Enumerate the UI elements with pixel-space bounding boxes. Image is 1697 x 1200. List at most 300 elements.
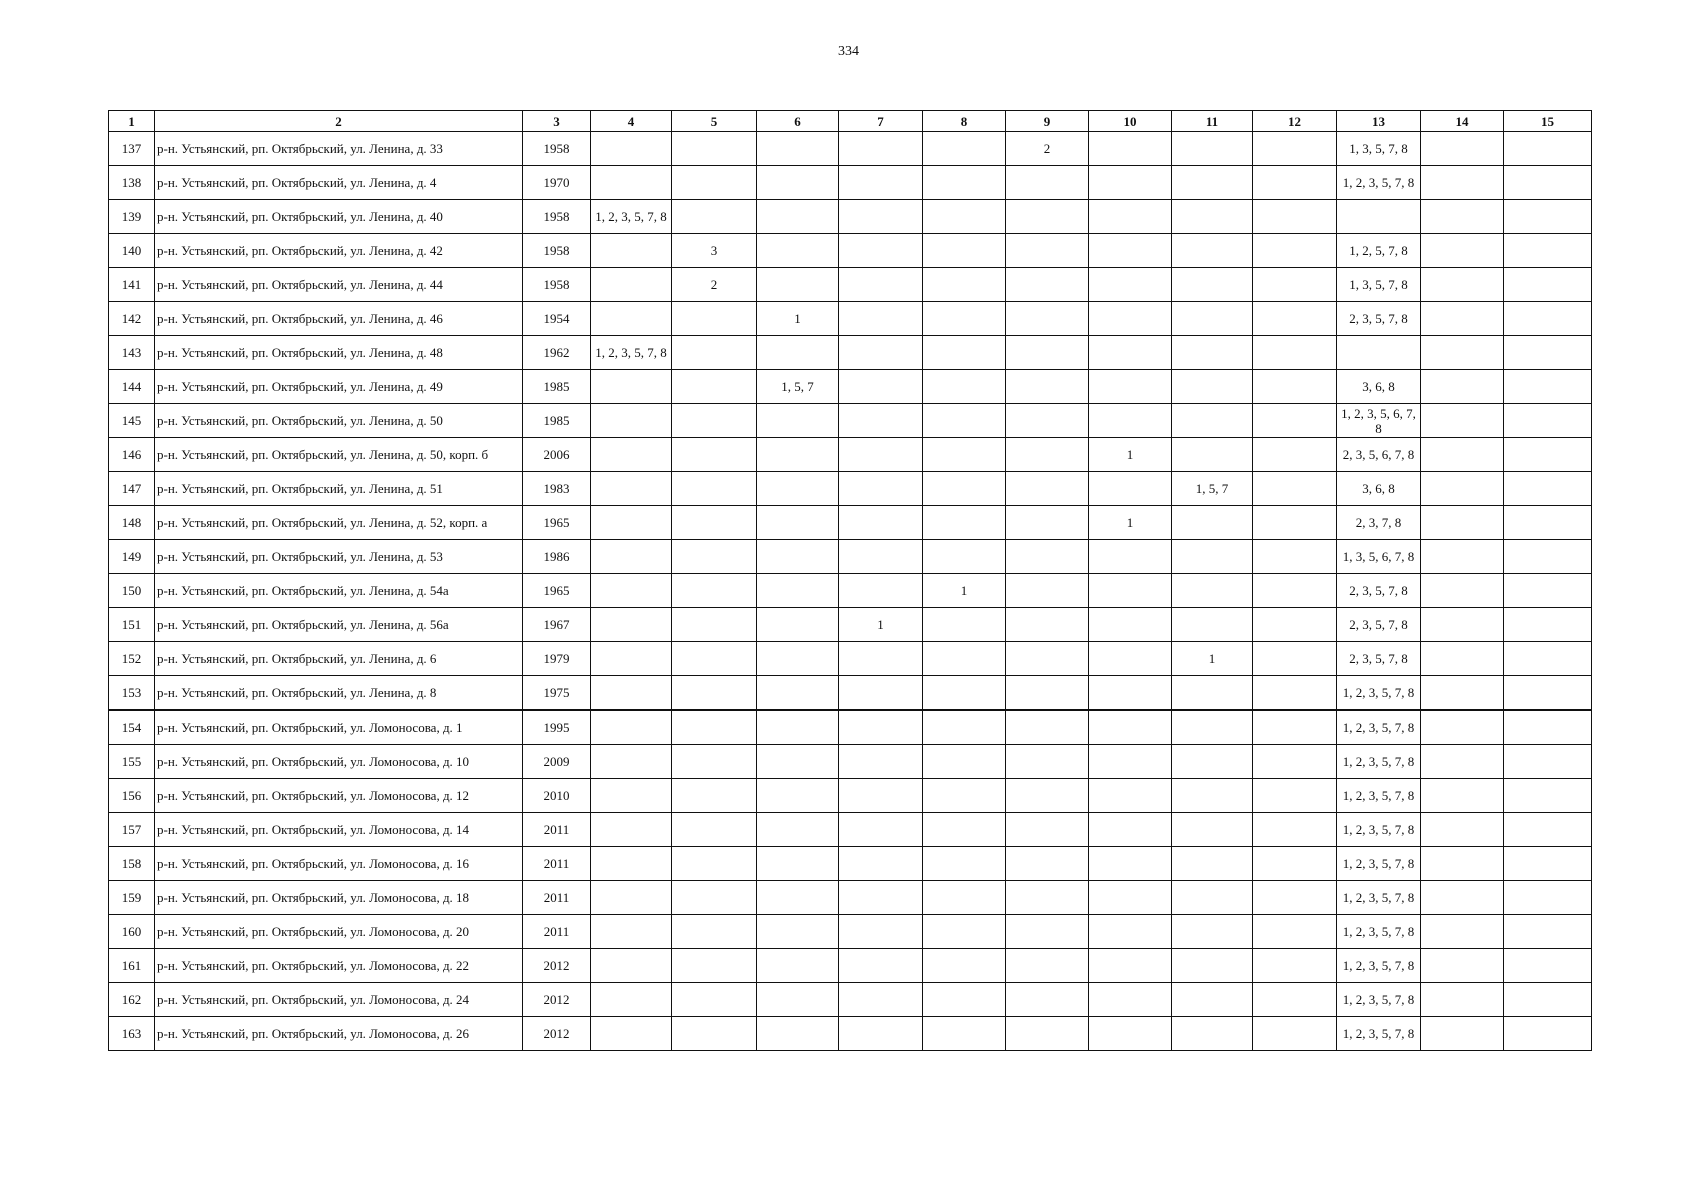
year-cell: 1985 [523, 370, 591, 404]
table-cell [1172, 676, 1253, 711]
row-number-cell: 159 [109, 881, 155, 915]
table-row [109, 881, 1592, 915]
year-cell: 1954 [523, 302, 591, 336]
table-cell [1172, 268, 1253, 302]
table-cell [1006, 574, 1089, 608]
table-cell [1504, 949, 1592, 983]
table-cell [1089, 949, 1172, 983]
table-cell [1089, 574, 1172, 608]
table-cell [839, 745, 923, 779]
table-cell [1421, 745, 1504, 779]
table-cell [757, 745, 839, 779]
year-cell: 1965 [523, 506, 591, 540]
table-cell [1089, 745, 1172, 779]
table-cell [1504, 506, 1592, 540]
table-cell [1089, 166, 1172, 200]
row-number-cell: 150 [109, 574, 155, 608]
column-header-8: 8 [923, 111, 1006, 132]
column-header-14: 14 [1421, 111, 1504, 132]
table-cell [1421, 132, 1504, 166]
table-cell [1172, 200, 1253, 234]
table-cell [591, 642, 672, 676]
table-cell [923, 1017, 1006, 1051]
table-cell [1504, 745, 1592, 779]
table-cell [1253, 608, 1337, 642]
table-cell [757, 574, 839, 608]
column-header-13: 13 [1337, 111, 1421, 132]
table-cell [1504, 574, 1592, 608]
table-cell: 1 [757, 302, 839, 336]
table-cell [1504, 983, 1592, 1017]
table-cell [1089, 336, 1172, 370]
table-cell: 1, 3, 5, 7, 8 [1337, 132, 1421, 166]
table-cell [757, 813, 839, 847]
table-cell [1504, 847, 1592, 881]
year-cell: 2012 [523, 1017, 591, 1051]
table-cell: 1, 5, 7 [757, 370, 839, 404]
table-cell [923, 166, 1006, 200]
table-cell: 1, 2, 3, 5, 6, 7, 8 [1337, 404, 1421, 438]
table-row [109, 574, 1592, 608]
table-cell [1089, 847, 1172, 881]
table-cell: 1 [923, 574, 1006, 608]
table-cell [1337, 336, 1421, 370]
row-number-cell: 153 [109, 676, 155, 711]
address-cell: р-н. Устьянский, рп. Октябрьский, ул. Ломоносова, д. 20 [155, 915, 523, 949]
table-cell [672, 404, 757, 438]
table-cell [1253, 983, 1337, 1017]
table-row [109, 268, 1592, 302]
table-cell: 1, 2, 3, 5, 7, 8 [1337, 710, 1421, 745]
table-cell [1006, 438, 1089, 472]
table-cell [1089, 268, 1172, 302]
table-cell [839, 268, 923, 302]
table-row [109, 472, 1592, 506]
table-cell [1253, 438, 1337, 472]
table-cell [1421, 710, 1504, 745]
table-cell: 3, 6, 8 [1337, 370, 1421, 404]
table-row [109, 676, 1592, 711]
table-cell [1089, 608, 1172, 642]
table-cell [757, 915, 839, 949]
table-cell [1421, 200, 1504, 234]
row-number-cell: 163 [109, 1017, 155, 1051]
table-cell: 3 [672, 234, 757, 268]
table-cell: 1 [1089, 506, 1172, 540]
table-cell [1172, 574, 1253, 608]
table-cell [923, 438, 1006, 472]
table-cell [1006, 268, 1089, 302]
table-cell: 2 [1006, 132, 1089, 166]
table-cell [1421, 268, 1504, 302]
table-cell [1504, 608, 1592, 642]
table-cell [839, 336, 923, 370]
year-cell: 1958 [523, 268, 591, 302]
table-cell [1504, 234, 1592, 268]
table-cell [1253, 779, 1337, 813]
column-header-4: 4 [591, 111, 672, 132]
table-cell [672, 370, 757, 404]
table-cell [591, 370, 672, 404]
table-cell [591, 166, 672, 200]
table-row [109, 1017, 1592, 1051]
address-cell: р-н. Устьянский, рп. Октябрьский, ул. Ленина, д. 40 [155, 200, 523, 234]
table-cell [757, 1017, 839, 1051]
year-cell: 1965 [523, 574, 591, 608]
table-cell [672, 949, 757, 983]
table-cell: 1 [1089, 438, 1172, 472]
column-header-9: 9 [1006, 111, 1089, 132]
table-cell [923, 404, 1006, 438]
table-cell [1253, 949, 1337, 983]
address-cell: р-н. Устьянский, рп. Октябрьский, ул. Ленина, д. 46 [155, 302, 523, 336]
table-cell [757, 642, 839, 676]
table-cell [757, 779, 839, 813]
data-table [108, 110, 1592, 1051]
table-cell: 1, 2, 3, 5, 7, 8 [1337, 813, 1421, 847]
table-cell [1504, 676, 1592, 711]
table-cell [591, 983, 672, 1017]
table-cell: 1, 2, 3, 5, 7, 8 [1337, 676, 1421, 711]
table-cell [923, 881, 1006, 915]
row-number-cell: 154 [109, 710, 155, 745]
table-cell [1172, 949, 1253, 983]
address-cell: р-н. Устьянский, рп. Октябрьский, ул. Ломоносова, д. 18 [155, 881, 523, 915]
table-cell [1089, 710, 1172, 745]
year-cell: 2012 [523, 983, 591, 1017]
table-cell: 1, 2, 3, 5, 7, 8 [1337, 779, 1421, 813]
year-cell: 1967 [523, 608, 591, 642]
address-cell: р-н. Устьянский, рп. Октябрьский, ул. Ленина, д. 52, корп. а [155, 506, 523, 540]
table-cell [591, 949, 672, 983]
table-cell [672, 438, 757, 472]
table-cell [1006, 166, 1089, 200]
table-cell [1421, 915, 1504, 949]
table-cell [757, 949, 839, 983]
table-cell [923, 642, 1006, 676]
address-cell: р-н. Устьянский, рп. Октябрьский, ул. Ленина, д. 54а [155, 574, 523, 608]
address-cell: р-н. Устьянский, рп. Октябрьский, ул. Ленина, д. 50 [155, 404, 523, 438]
table-row [109, 200, 1592, 234]
table-cell [672, 779, 757, 813]
table-cell [1253, 268, 1337, 302]
address-cell: р-н. Устьянский, рп. Октябрьский, ул. Ломоносова, д. 22 [155, 949, 523, 983]
table-cell [1172, 302, 1253, 336]
table-cell [1006, 745, 1089, 779]
table-cell: 2, 3, 5, 7, 8 [1337, 302, 1421, 336]
table-cell: 2, 3, 5, 7, 8 [1337, 642, 1421, 676]
table-row [109, 302, 1592, 336]
table-row [109, 438, 1592, 472]
table-cell [757, 676, 839, 711]
address-cell: р-н. Устьянский, рп. Октябрьский, ул. Ломоносова, д. 16 [155, 847, 523, 881]
table-cell [1172, 166, 1253, 200]
table-row [109, 949, 1592, 983]
table-cell [923, 234, 1006, 268]
table-cell [1421, 642, 1504, 676]
table-cell [591, 268, 672, 302]
table-cell [1421, 404, 1504, 438]
table-cell [1089, 200, 1172, 234]
table-cell [757, 404, 839, 438]
address-cell: р-н. Устьянский, рп. Октябрьский, ул. Ленина, д. 33 [155, 132, 523, 166]
table-cell [1504, 166, 1592, 200]
table-cell [839, 813, 923, 847]
table-cell [672, 642, 757, 676]
table-cell [1006, 710, 1089, 745]
table-cell [1504, 268, 1592, 302]
table-cell [923, 200, 1006, 234]
table-cell [839, 200, 923, 234]
table-cell [591, 404, 672, 438]
table-cell [1253, 200, 1337, 234]
row-number-cell: 152 [109, 642, 155, 676]
address-cell: р-н. Устьянский, рп. Октябрьский, ул. Ленина, д. 44 [155, 268, 523, 302]
table-cell [591, 506, 672, 540]
table-cell: 1, 3, 5, 6, 7, 8 [1337, 540, 1421, 574]
table-cell [1504, 302, 1592, 336]
table-cell [757, 847, 839, 881]
table-header-row [109, 111, 1592, 132]
table-cell [1089, 915, 1172, 949]
year-cell: 1975 [523, 676, 591, 711]
table-cell [1421, 370, 1504, 404]
year-cell: 2011 [523, 847, 591, 881]
table-cell [1006, 813, 1089, 847]
column-header-1: 1 [109, 111, 155, 132]
table-cell: 1, 2, 3, 5, 7, 8 [591, 200, 672, 234]
table-cell [1253, 710, 1337, 745]
row-number-cell: 137 [109, 132, 155, 166]
table-cell [839, 915, 923, 949]
column-header-6: 6 [757, 111, 839, 132]
row-number-cell: 156 [109, 779, 155, 813]
column-header-3: 3 [523, 111, 591, 132]
table-cell [591, 302, 672, 336]
table-cell [591, 1017, 672, 1051]
table-cell [1421, 676, 1504, 711]
table-cell [591, 847, 672, 881]
address-cell: р-н. Устьянский, рп. Октябрьский, ул. Ленина, д. 51 [155, 472, 523, 506]
table-cell [1504, 779, 1592, 813]
table-cell [923, 847, 1006, 881]
table-cell [1504, 336, 1592, 370]
table-cell [839, 302, 923, 336]
address-cell: р-н. Устьянский, рп. Октябрьский, ул. Ленина, д. 56а [155, 608, 523, 642]
table-cell [1504, 881, 1592, 915]
year-cell: 1986 [523, 540, 591, 574]
table-cell [757, 472, 839, 506]
table-cell [923, 540, 1006, 574]
table-cell [839, 506, 923, 540]
table-cell [1172, 438, 1253, 472]
table-cell [1253, 915, 1337, 949]
table-cell [1504, 540, 1592, 574]
table-cell [1006, 949, 1089, 983]
year-cell: 1995 [523, 710, 591, 745]
table-cell [839, 710, 923, 745]
address-cell: р-н. Устьянский, рп. Октябрьский, ул. Ленина, д. 6 [155, 642, 523, 676]
table-cell [1172, 506, 1253, 540]
table-cell [591, 540, 672, 574]
address-cell: р-н. Устьянский, рп. Октябрьский, ул. Ленина, д. 50, корп. б [155, 438, 523, 472]
column-header-2: 2 [155, 111, 523, 132]
table-cell [672, 574, 757, 608]
table-cell: 1 [839, 608, 923, 642]
table-cell [1006, 336, 1089, 370]
row-number-cell: 139 [109, 200, 155, 234]
table-cell [923, 915, 1006, 949]
table-cell [757, 132, 839, 166]
table-cell [839, 642, 923, 676]
table-cell [1006, 472, 1089, 506]
table-cell [672, 915, 757, 949]
table-cell [1006, 370, 1089, 404]
address-cell: р-н. Устьянский, рп. Октябрьский, ул. Ломоносова, д. 24 [155, 983, 523, 1017]
table-cell [1504, 438, 1592, 472]
year-cell: 1958 [523, 132, 591, 166]
table-cell: 1 [1172, 642, 1253, 676]
address-cell: р-н. Устьянский, рп. Октябрьский, ул. Ленина, д. 49 [155, 370, 523, 404]
table-body [109, 132, 1592, 1051]
table-cell [1172, 1017, 1253, 1051]
table-cell: 3, 6, 8 [1337, 472, 1421, 506]
table-cell: 1, 5, 7 [1172, 472, 1253, 506]
table-cell [923, 370, 1006, 404]
table-row [109, 506, 1592, 540]
table-cell [839, 983, 923, 1017]
table-cell: 1, 2, 3, 5, 7, 8 [1337, 745, 1421, 779]
year-cell: 1958 [523, 200, 591, 234]
table-cell [1421, 983, 1504, 1017]
table-cell [672, 166, 757, 200]
table-cell [1006, 234, 1089, 268]
row-number-cell: 144 [109, 370, 155, 404]
table-cell [1089, 472, 1172, 506]
page-number: 334 [838, 44, 859, 59]
table-cell [1089, 370, 1172, 404]
table-cell [1006, 915, 1089, 949]
table-cell [1421, 540, 1504, 574]
table-cell [672, 813, 757, 847]
table-cell [757, 608, 839, 642]
table-cell [1421, 813, 1504, 847]
table-cell [1089, 302, 1172, 336]
table-cell [1006, 847, 1089, 881]
address-cell: р-н. Устьянский, рп. Октябрьский, ул. Ломоносова, д. 1 [155, 710, 523, 745]
table-row [109, 813, 1592, 847]
row-number-cell: 162 [109, 983, 155, 1017]
table-cell [672, 472, 757, 506]
table-cell [757, 234, 839, 268]
table-cell [923, 608, 1006, 642]
year-cell: 1962 [523, 336, 591, 370]
year-cell: 2006 [523, 438, 591, 472]
table-cell [1421, 1017, 1504, 1051]
table-cell [923, 983, 1006, 1017]
table-cell [672, 881, 757, 915]
table-cell: 2, 3, 7, 8 [1337, 506, 1421, 540]
table-cell [1504, 642, 1592, 676]
table-cell [591, 472, 672, 506]
table-cell [1006, 302, 1089, 336]
table-cell [839, 438, 923, 472]
table-row [109, 234, 1592, 268]
address-cell: р-н. Устьянский, рп. Октябрьский, ул. Ленина, д. 4 [155, 166, 523, 200]
table-cell [672, 983, 757, 1017]
column-header-12: 12 [1253, 111, 1337, 132]
table-cell [672, 506, 757, 540]
year-cell: 2011 [523, 813, 591, 847]
year-cell: 1958 [523, 234, 591, 268]
year-cell: 2011 [523, 915, 591, 949]
table-cell: 1, 2, 3, 5, 7, 8 [1337, 949, 1421, 983]
table-cell [839, 676, 923, 711]
address-cell: р-н. Устьянский, рп. Октябрьский, ул. Ленина, д. 42 [155, 234, 523, 268]
table-cell: 1, 2, 3, 5, 7, 8 [1337, 1017, 1421, 1051]
table-cell [591, 710, 672, 745]
table-cell [1504, 915, 1592, 949]
column-header-5: 5 [672, 111, 757, 132]
address-cell: р-н. Устьянский, рп. Октябрьский, ул. Ломоносова, д. 10 [155, 745, 523, 779]
table-cell [1006, 540, 1089, 574]
row-number-cell: 138 [109, 166, 155, 200]
table-cell [923, 472, 1006, 506]
table-cell [757, 438, 839, 472]
table-cell [1421, 472, 1504, 506]
table-cell [1089, 676, 1172, 711]
table-cell: 2, 3, 5, 7, 8 [1337, 608, 1421, 642]
table-cell [923, 268, 1006, 302]
table-cell [1253, 234, 1337, 268]
column-header-10: 10 [1089, 111, 1172, 132]
table-cell [591, 574, 672, 608]
table-cell [1089, 234, 1172, 268]
table-cell [1421, 847, 1504, 881]
table-cell [1421, 234, 1504, 268]
row-number-cell: 143 [109, 336, 155, 370]
table-cell [1421, 574, 1504, 608]
table-cell [1172, 234, 1253, 268]
table-cell [1172, 132, 1253, 166]
table-cell [1172, 813, 1253, 847]
table-cell [1421, 779, 1504, 813]
table-cell [1172, 745, 1253, 779]
address-cell: р-н. Устьянский, рп. Октябрьский, ул. Ломоносова, д. 12 [155, 779, 523, 813]
table-cell [1253, 336, 1337, 370]
table-cell [1504, 472, 1592, 506]
column-header-15: 15 [1504, 111, 1592, 132]
table-cell [1421, 881, 1504, 915]
table-cell [757, 540, 839, 574]
table-cell [672, 132, 757, 166]
table-cell [757, 336, 839, 370]
year-cell: 2009 [523, 745, 591, 779]
table-cell [839, 1017, 923, 1051]
column-header-11: 11 [1172, 111, 1253, 132]
table-cell [1172, 779, 1253, 813]
table-cell [1089, 1017, 1172, 1051]
table-row [109, 847, 1592, 881]
table-cell [672, 608, 757, 642]
table-cell [591, 608, 672, 642]
table-cell [1504, 200, 1592, 234]
table-cell [1006, 506, 1089, 540]
table-cell [757, 506, 839, 540]
table-cell [839, 847, 923, 881]
table-cell [1089, 983, 1172, 1017]
row-number-cell: 149 [109, 540, 155, 574]
